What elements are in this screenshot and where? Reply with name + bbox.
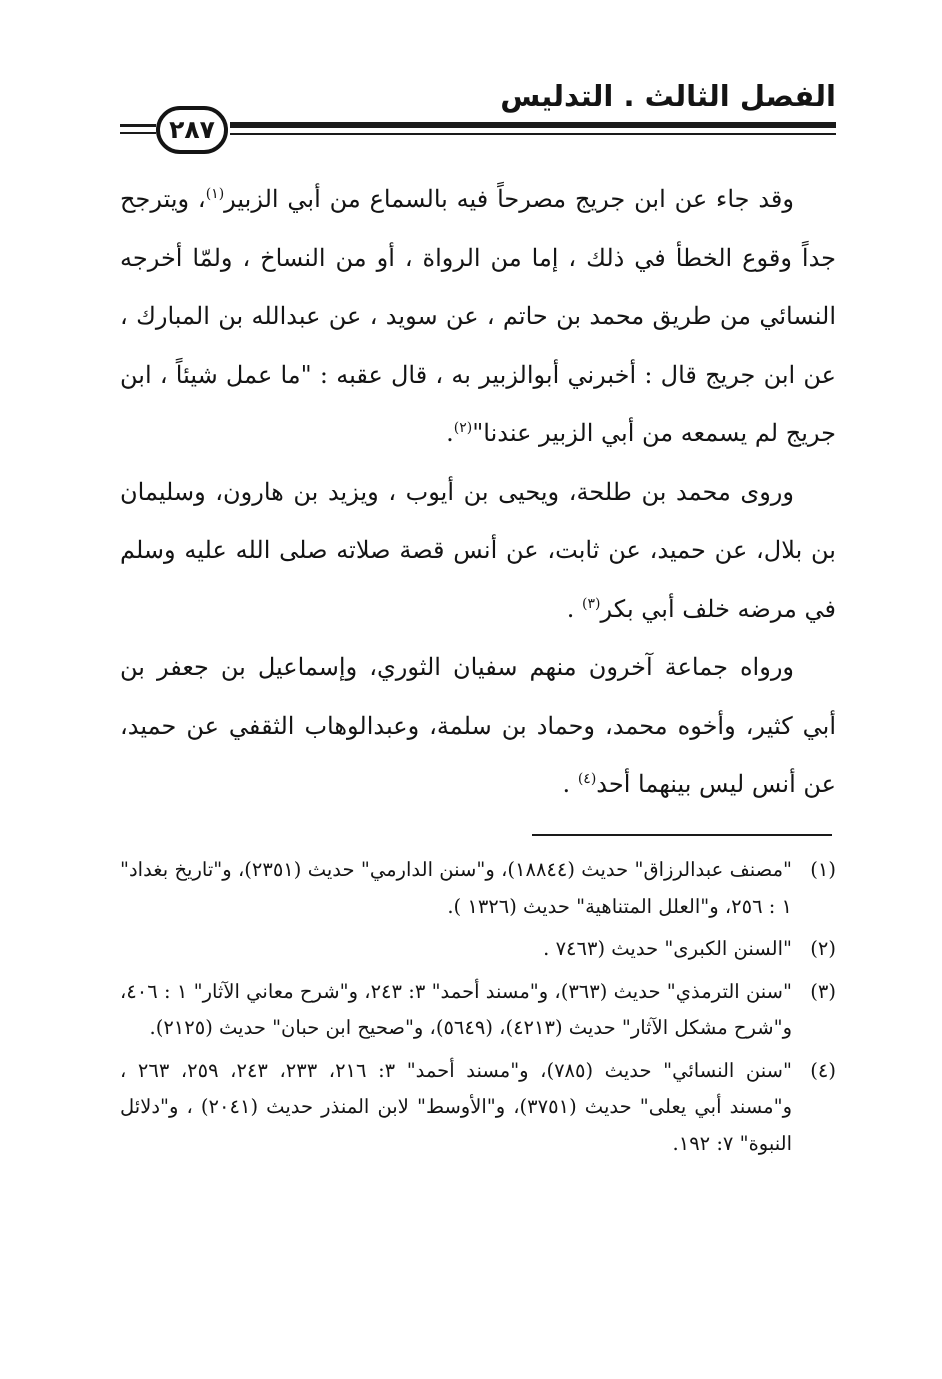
- paragraph-2: [120, 463, 836, 639]
- page-number-badge: ٢٨٧: [156, 106, 228, 154]
- footnote-number: (٤): [810, 1058, 836, 1082]
- header-rule-left-thin: [120, 132, 156, 134]
- paragraph-text: ، ويترجح جداً وقوع الخطأ في ذلك ، إما من الرواة ، أو من النساخ ، ولمّا أخرجه النسائي من طريق محمد بن حاتم ، عن سويد ، عن عبدالله بن المبارك ، عن ابن جريج قال : أخبرني أبوالزبير به ، قال عقبه : "ما عمل شيئاً ، ابن جريج لم يسمعه من أبي الزبير عندنا": [120, 185, 836, 447]
- footnote-2: [120, 931, 836, 968]
- footnote-1: [120, 852, 836, 925]
- footnote-ref-2[interactable]: (٢): [453, 420, 473, 436]
- header-rule-thick: [230, 122, 836, 128]
- footnote-number: (٢): [810, 937, 836, 960]
- footnote-number: (٣): [810, 979, 836, 1003]
- footnote-text: "سنن الترمذي" حديث (٣٦٣)، و"مسند أحمد" ٣: ٢٤٣، و"شرح معاني الآثار" ١ : ٤٠٦، و"شرح مشكل الآثار" حديث (٤٢١٣)، (٥٦٤٩)، و"صحيح ابن حبان" حديث (٢١٢٥).: [120, 979, 792, 1039]
- paragraph-text: .: [446, 419, 454, 447]
- paragraph-text: وروى محمد بن طلحة، ويحيى بن أيوب ، ويزيد بن هارون، وسليمان بن بلال، عن حميد، عن ثابت، عن أنس قصة صلاته صلى الله عليه وسلم في مرضه خلف أبي بكر: [120, 477, 836, 623]
- paragraph-text: .: [566, 594, 583, 623]
- chapter-title: الفصل الثالث . التدليس: [500, 79, 836, 113]
- footnote-ref-4[interactable]: (٤): [577, 771, 597, 787]
- footnote-text: "مصنف عبدالرزاق" حديث (١٨٨٤٤)، و"سنن الدارمي" حديث (٢٣٥١)، و"تاريخ بغداد" ١ : ٢٥٦، و"العلل المتناهية" حديث (١٣٢٦ ).: [120, 858, 793, 918]
- paragraph-text: وقد جاء عن ابن جريج مصرحاً فيه بالسماع من أبي الزبير: [224, 185, 794, 213]
- footnote-text: "السنن الكبرى" حديث (٧٤٦٣ .: [543, 937, 792, 960]
- footnote-separator: [532, 834, 832, 836]
- paragraph-3: [120, 638, 836, 814]
- footnote-3: [120, 974, 836, 1047]
- footnote-4: [120, 1053, 836, 1163]
- main-text: [120, 170, 836, 814]
- footnotes: [120, 852, 836, 1168]
- header-rule-thin: [230, 133, 836, 135]
- footnote-text: "سنن النسائي" حديث (٧٨٥)، و"مسند أحمد" ٣: ٢١٦، ٢٣٣، ٢٤٣، ٢٥٩، ٢٦٣ ، و"مسند أبي يعلى" حديث (٣٧٥١)، و"الأوسط" لابن المنذر حديث (٢٠٤١) ، و"دلائل النبوة" ٧: ١٩٢.: [120, 1058, 793, 1155]
- footnote-ref-1[interactable]: (١): [205, 186, 225, 202]
- footnote-ref-3[interactable]: (٣): [582, 595, 601, 612]
- footnote-number: (١): [810, 858, 836, 881]
- paragraph-text: .: [562, 770, 578, 798]
- paragraph-1: [120, 170, 836, 463]
- header-rule-left-thick: [120, 124, 156, 127]
- paragraph-text: ورواه جماعة آخرون منهم سفيان الثوري، وإسماعيل بن جعفر بن أبي كثير، وأخوه محمد، وحماد بن سلمة، وعبدالوهاب الثقفي عن حميد، عن أنس ليس بينهما أحد: [120, 653, 836, 798]
